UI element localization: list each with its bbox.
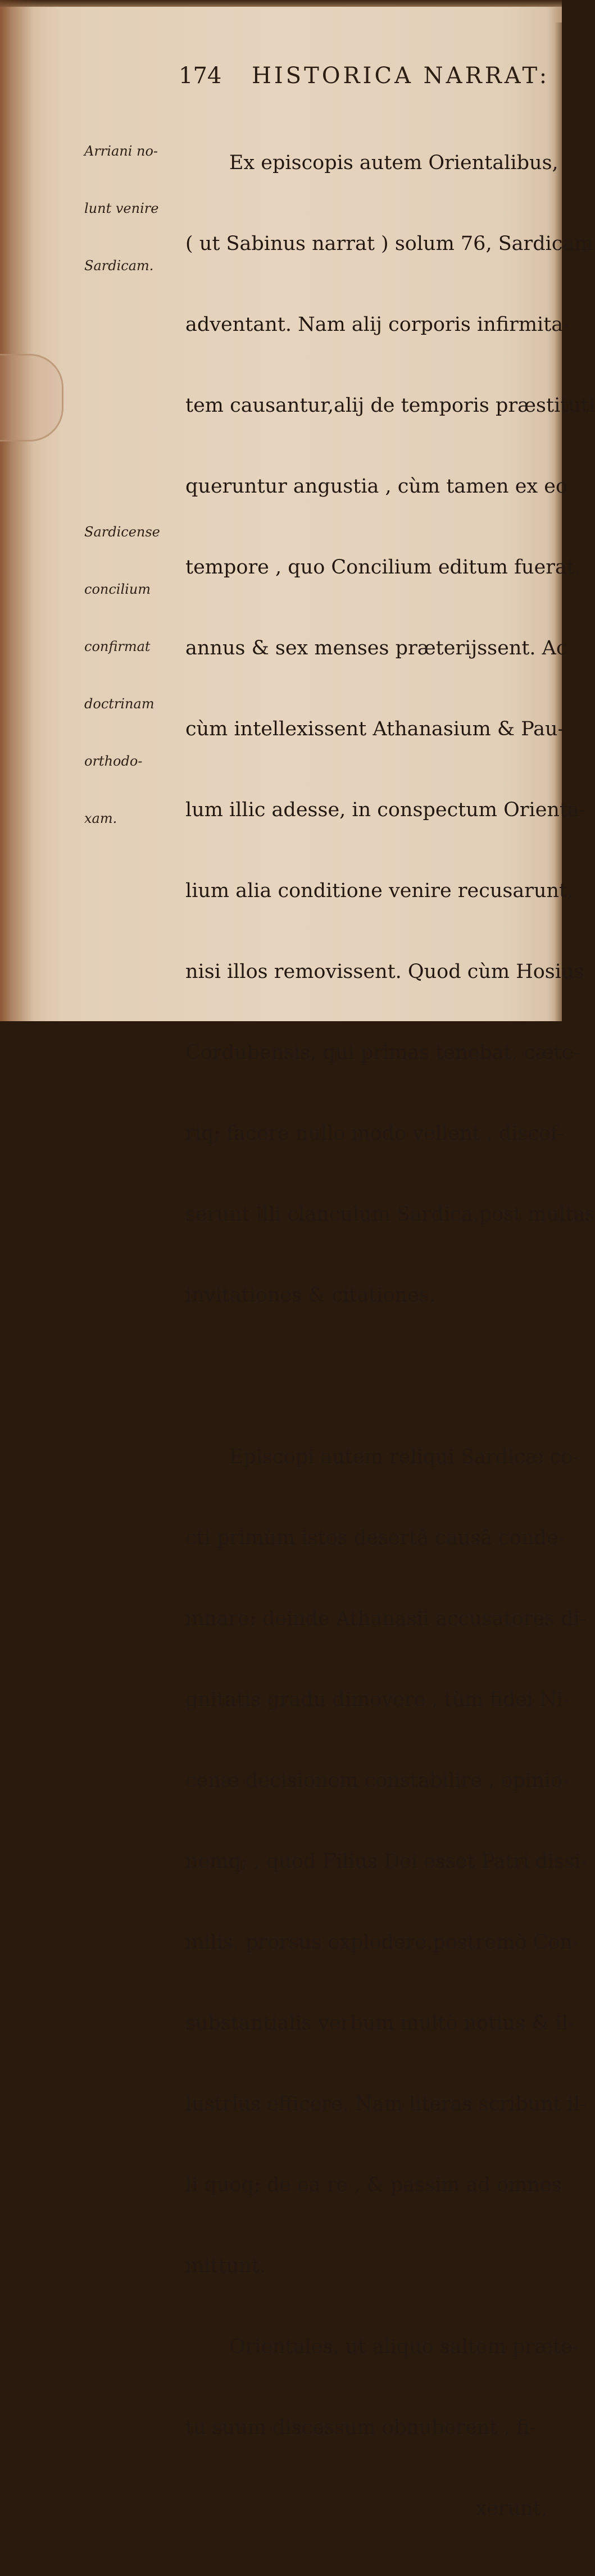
running-title: HISTORICA NARRAT: — [252, 63, 550, 89]
margin-note-line: orthodo- — [84, 753, 143, 769]
margin-note-line: confirmat — [84, 639, 151, 654]
paragraph-gap — [185, 1363, 558, 1390]
margin-note-line: lunt venire — [84, 201, 159, 216]
margin-note-line: Arriani no- — [84, 143, 158, 159]
text-line: nemq; , quod Filius Dei esset Patri dissi- — [185, 1850, 588, 1873]
text-line: tu suum discessum obnuberent , fi- — [185, 2416, 537, 2439]
body-text — [185, 95, 595, 2576]
text-line: Episcopi autem reliqui Sardicæ co- — [185, 1446, 580, 1468]
text-line: Cordubensis, qui primas tenebat, cæte- — [185, 1041, 580, 1064]
text-line: li quoq; de ea re , & passim ad omnes — [185, 2174, 562, 2196]
text-line: gnitatis gradu dimovere , tùm fidei Ni- — [185, 1688, 570, 1711]
text-line: mittunt. — [185, 2255, 266, 2277]
text-line: serunt illi clanculum Sardica,post multas — [185, 1203, 595, 1226]
text-line: queruntur angustia , cùm tamen ex eo — [185, 475, 568, 498]
text-line: Orientales, ut aliquo saltem præte- — [185, 2336, 579, 2358]
text-line: nisi illos removissent. Quod cùm Hosius — [185, 961, 584, 983]
text-line: annus & sex menses præterijssent. Ac — [185, 637, 567, 659]
text-line: tempore , quo Concilium editum fuerat, — [185, 556, 582, 579]
text-line: mnare: deinde Athanasii accusatores di- — [185, 1608, 587, 1630]
text-line: cti primùm istos desertâ causâ conde- — [185, 1527, 565, 1549]
margin-note-line: xam. — [84, 811, 117, 826]
text-line: invitationes & citationes. — [185, 1284, 435, 1307]
page-top-edge — [0, 0, 562, 7]
text-line: lum illic adesse, in conspectum Orienta- — [185, 799, 586, 821]
text-line: cùm intellexissent Athanasium & Pau- — [185, 718, 565, 740]
text-line: lium alia conditione venire recusarunt, — [185, 880, 574, 902]
margin-note-sardicense — [84, 488, 185, 863]
margin-note-arriani — [84, 107, 185, 310]
text-line: substantialis verbum multò notius & il- — [185, 2012, 575, 2035]
text-line: adventant. Nam alij corporis infirmita- — [185, 313, 570, 336]
text-line: lustrius efficere. Nam literas scribunt il- — [185, 2093, 587, 2115]
text-line: riq; facere nullo modo vellent , discef- — [185, 1122, 564, 1145]
text-line: ( ut Sabinus narrat ) solum 76, Sardicam — [185, 233, 593, 255]
page-number: 174 — [179, 63, 222, 89]
margin-note-line: concilium — [84, 581, 151, 597]
spine-shadow — [0, 0, 34, 1021]
page-header — [179, 63, 561, 97]
catchword: xerunt, — [475, 2497, 547, 2520]
margin-note-line: Sardicam. — [84, 258, 154, 274]
margin-note-line: Sardicense — [84, 524, 160, 540]
margin-note-line: doctrinam — [84, 696, 155, 712]
page-clip — [0, 354, 63, 442]
text-line: cenæ decisionem constabilire , opinio- — [185, 1769, 569, 1792]
text-line: Ex episcopis autem Orientalibus, — [185, 152, 558, 174]
text-line: tem causantur,alij de temporis præstituti — [185, 394, 595, 417]
text-line: milis, prorsus explodere,postremò Con- — [185, 1931, 579, 1954]
